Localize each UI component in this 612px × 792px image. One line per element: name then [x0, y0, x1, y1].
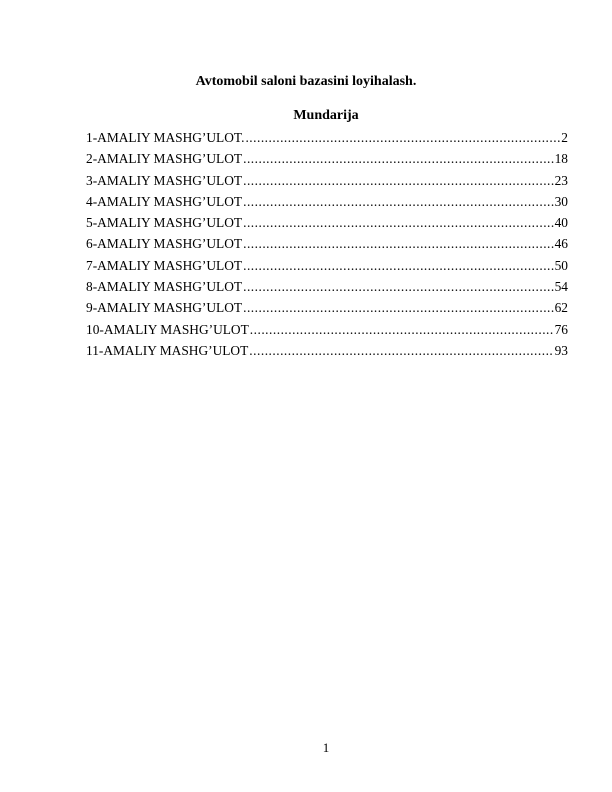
toc-entry-label: 8-AMALIY MASHG’ULOT — [86, 279, 243, 295]
toc-leader-dots — [249, 342, 553, 360]
toc-entry-label: 3-AMALIY MASHG’ULOT — [86, 172, 243, 188]
toc-leader-dots — [243, 235, 554, 253]
toc-leader-dots — [243, 214, 554, 232]
toc-entry[interactable] — [86, 150, 568, 171]
toc-entry-label: 2-AMALIY MASHG’ULOT — [86, 151, 243, 167]
toc-leader-dots — [243, 278, 554, 296]
toc-entry-page: 23 — [554, 172, 568, 188]
toc-entry[interactable] — [86, 342, 568, 363]
toc-entry[interactable] — [86, 278, 568, 299]
toc-entry-label: 7-AMALIY MASHG’ULOT — [86, 257, 243, 273]
toc-leader-dots — [245, 129, 560, 147]
toc-leader-dots — [243, 172, 554, 190]
toc-entry-label: 11-AMALIY MASHG’ULOT — [86, 342, 249, 358]
toc-entry[interactable] — [86, 193, 568, 214]
page-number: 1 — [322, 740, 330, 755]
toc-entry[interactable] — [86, 235, 568, 256]
toc-entry-page: 40 — [554, 215, 568, 231]
toc-leader-dots — [243, 257, 554, 275]
toc-entry-page: 93 — [554, 342, 568, 358]
toc-leader-dots — [243, 150, 554, 168]
toc-leader-dots — [243, 193, 554, 211]
toc-entry-page: 30 — [554, 193, 568, 209]
toc-entry[interactable] — [86, 257, 568, 278]
toc-entry-page: 76 — [554, 321, 568, 337]
toc-entry-page: 62 — [554, 300, 568, 316]
toc-entry-page: 50 — [554, 257, 568, 273]
toc-leader-dots — [243, 299, 554, 317]
toc-entry-label: 4-AMALIY MASHG’ULOT — [86, 193, 243, 209]
toc-entry-page: 46 — [554, 236, 568, 252]
toc-entry-label: 5-AMALIY MASHG’ULOT — [86, 215, 243, 231]
table-of-contents — [86, 129, 568, 363]
toc-entry-page: 54 — [554, 279, 568, 295]
toc-entry[interactable] — [86, 172, 568, 193]
toc-entry[interactable] — [86, 321, 568, 342]
toc-entry-label: 10-AMALIY MASHG’ULOT — [86, 321, 249, 337]
toc-entry[interactable] — [86, 214, 568, 235]
toc-entry-page: 18 — [554, 151, 568, 167]
toc-entry-page: 2 — [561, 130, 568, 145]
document-title: Avtomobil saloni bazasini loyihalash. — [195, 74, 417, 89]
toc-entry-label: 1-AMALIY MASHG’ULOT. — [86, 130, 245, 145]
toc-entry-label: 6-AMALIY MASHG’ULOT — [86, 236, 243, 252]
toc-entry-label: 9-AMALIY MASHG’ULOT — [86, 300, 243, 316]
toc-entry[interactable] — [86, 299, 568, 320]
toc-entry[interactable] — [86, 129, 568, 150]
toc-heading: Mundarija — [293, 108, 359, 123]
toc-leader-dots — [250, 321, 554, 339]
